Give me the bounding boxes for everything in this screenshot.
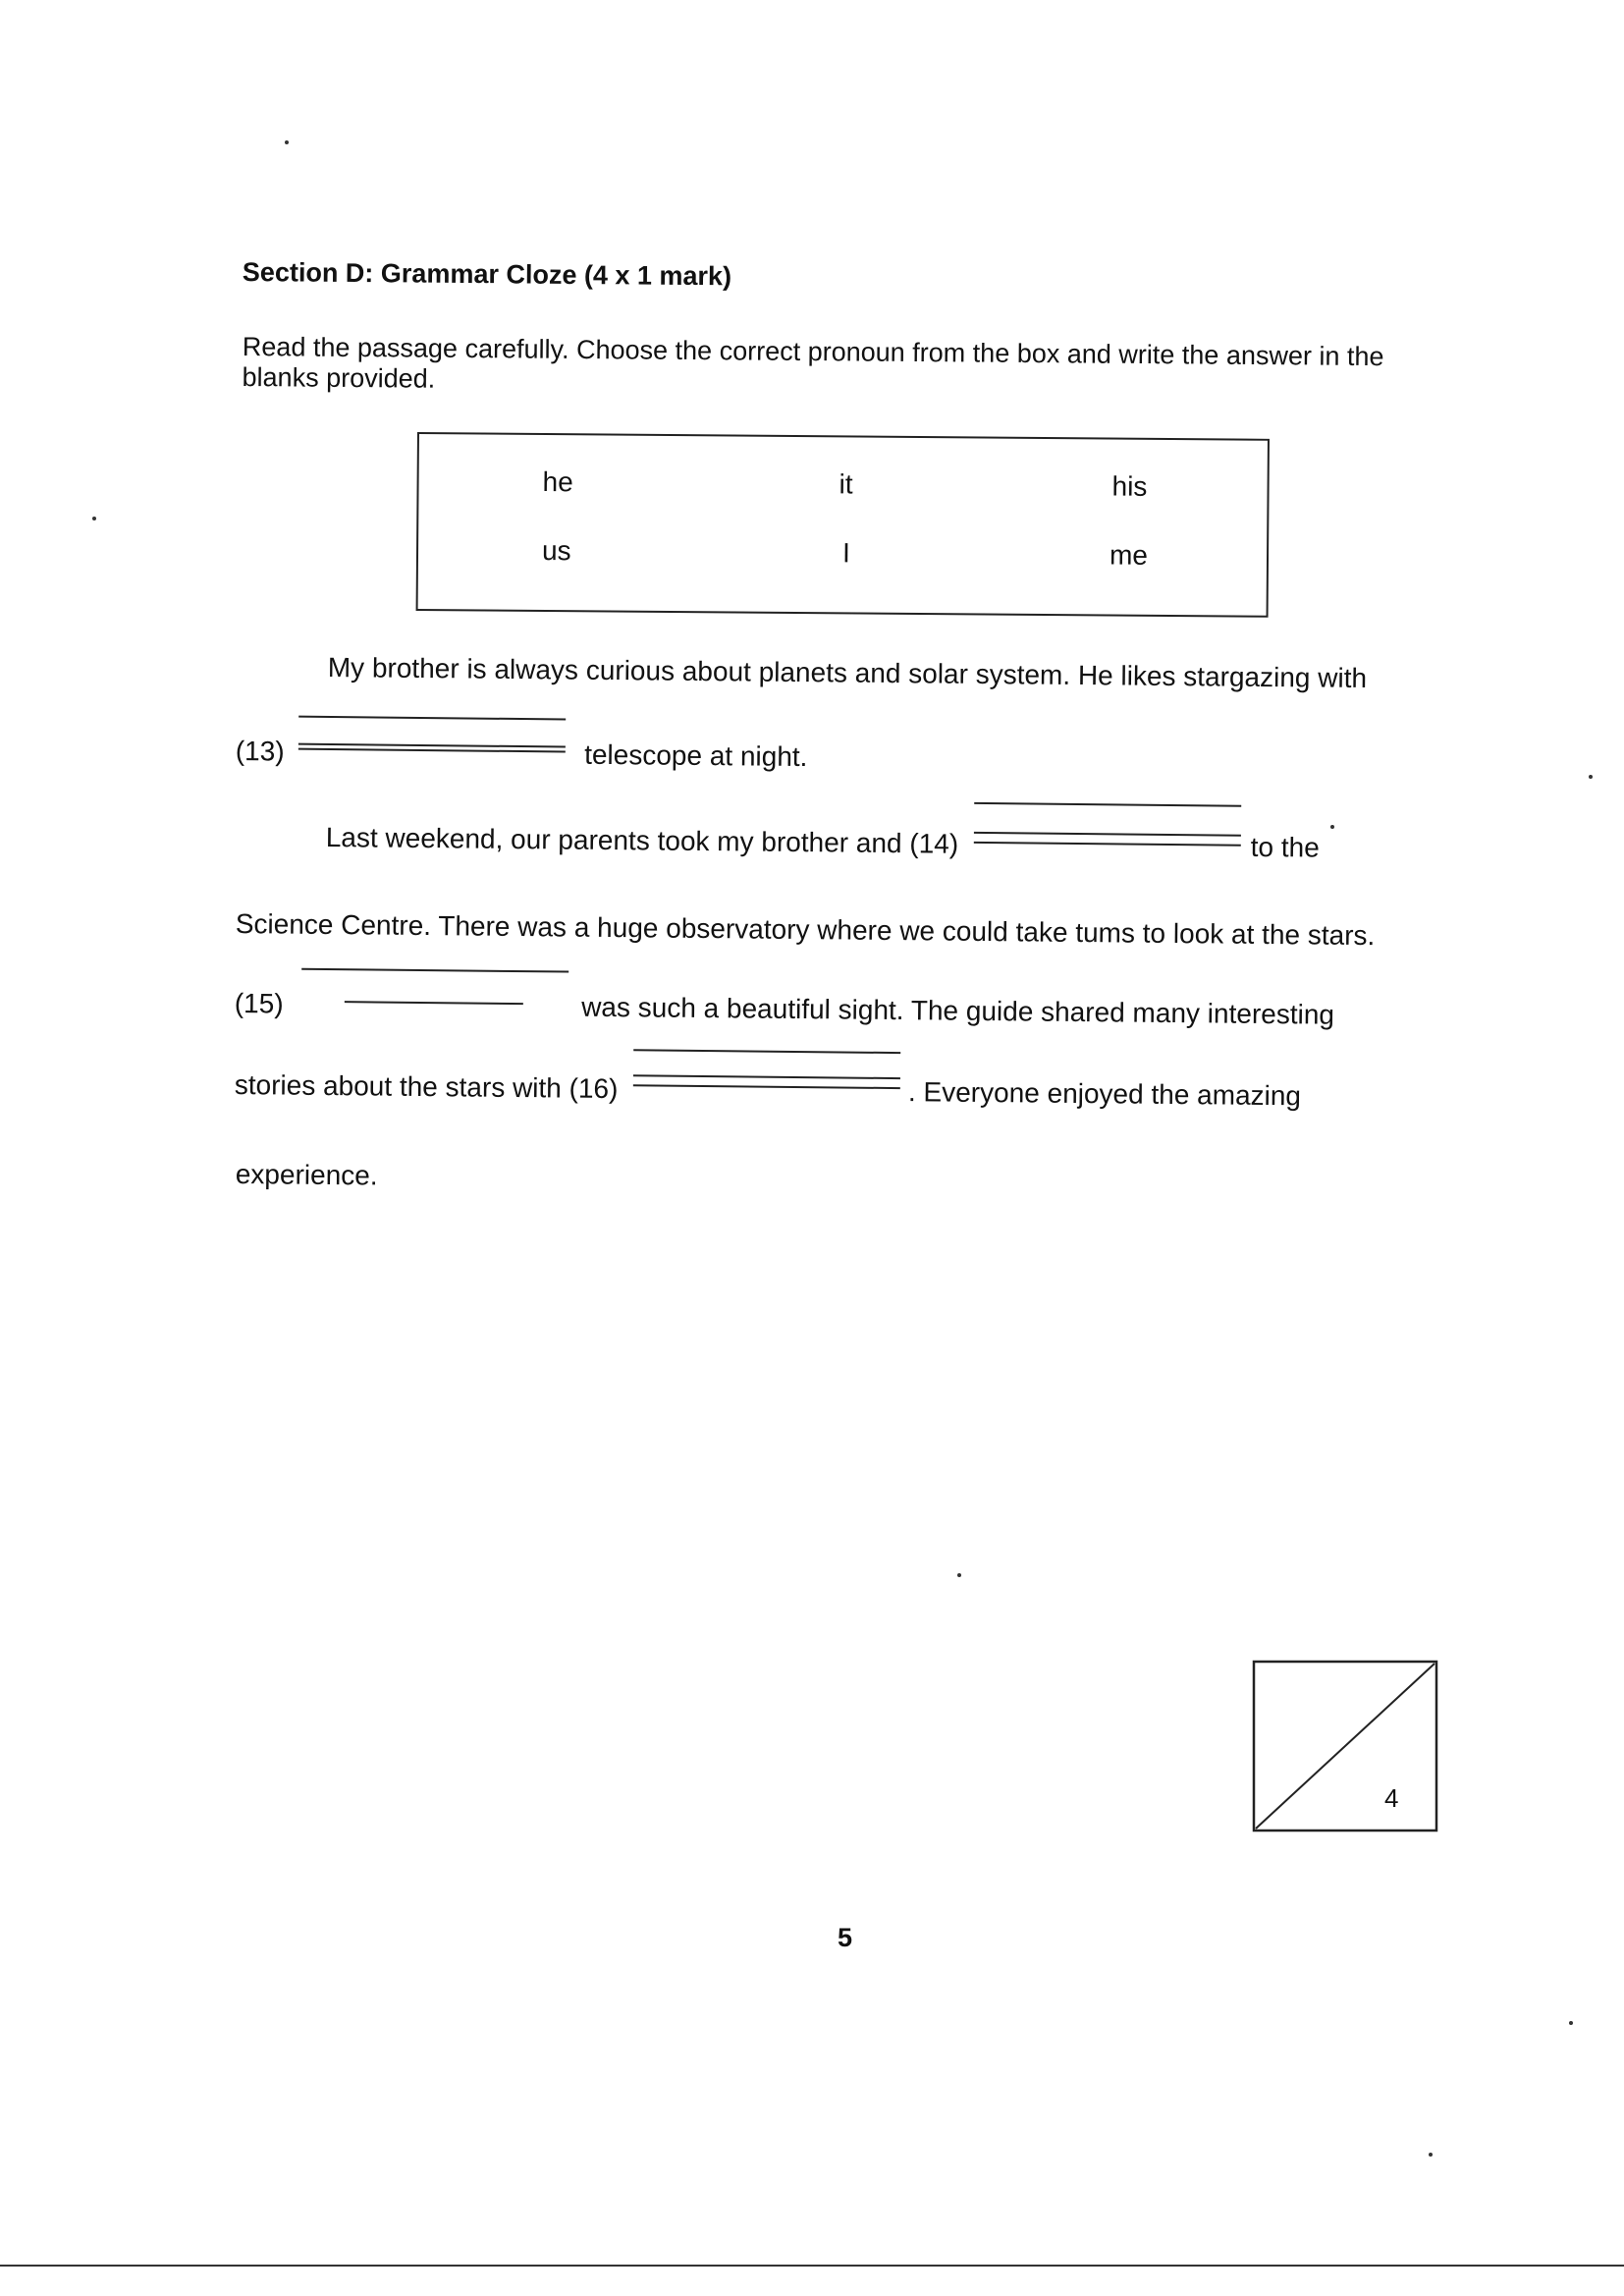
scan-speck <box>285 140 289 144</box>
passage-text: telescope at night. <box>584 738 808 773</box>
scan-speck <box>1569 2021 1573 2025</box>
pronoun-word-box <box>416 432 1270 618</box>
passage-text: . Everyone enjoyed the amazing <box>907 1076 1302 1112</box>
passage-line <box>236 735 808 773</box>
word-option: it <box>839 468 853 500</box>
score-value: 4 <box>1384 1783 1399 1813</box>
question-label: (15) <box>234 987 284 1019</box>
passage-line: My brother is always curious about planets and solar system. He likes stargazing with <box>327 652 1368 694</box>
passage-line <box>326 821 1320 864</box>
section-title: Section D: Grammar Cloze (4 x 1 mark) <box>242 257 732 292</box>
scan-speck <box>92 517 96 520</box>
bottom-rule <box>0 2265 1624 2267</box>
page-number: 5 <box>838 1923 853 1952</box>
passage-text: Last weekend, our parents took my brother and (14) <box>325 821 959 859</box>
instructions: Read the passage carefully. Choose the correct pronoun from the box and write the answer in the blanks provided. <box>242 332 1384 394</box>
scan-speck <box>957 1573 961 1577</box>
word-option: us <box>541 535 571 567</box>
answer-blank-16[interactable] <box>633 1072 900 1101</box>
answer-blank-14[interactable] <box>974 828 1241 856</box>
word-option: I <box>841 537 850 569</box>
score-box <box>1252 1660 1438 1832</box>
passage-line <box>235 1068 1302 1112</box>
passage-text: was such a beautiful sight. The guide shared many interesting <box>581 991 1335 1030</box>
passage-line: experience. <box>235 1159 378 1191</box>
scan-speck <box>1330 825 1334 829</box>
passage-line: Science Centre. There was a huge observatory where we could take tums to look at the stars. <box>235 908 1376 952</box>
answer-blank-15[interactable] <box>300 988 568 1016</box>
scan-speck <box>1429 2153 1433 2157</box>
word-option: his <box>1111 470 1148 502</box>
scan-speck <box>1589 775 1593 779</box>
passage-line <box>235 987 1334 1031</box>
question-label: (13) <box>235 735 285 767</box>
passage-text: stories about the stars with (16) <box>234 1069 619 1105</box>
passage-text: to the <box>1250 831 1320 863</box>
word-option: me <box>1109 539 1149 571</box>
answer-blank-13[interactable] <box>298 736 565 764</box>
word-option: he <box>542 466 573 498</box>
